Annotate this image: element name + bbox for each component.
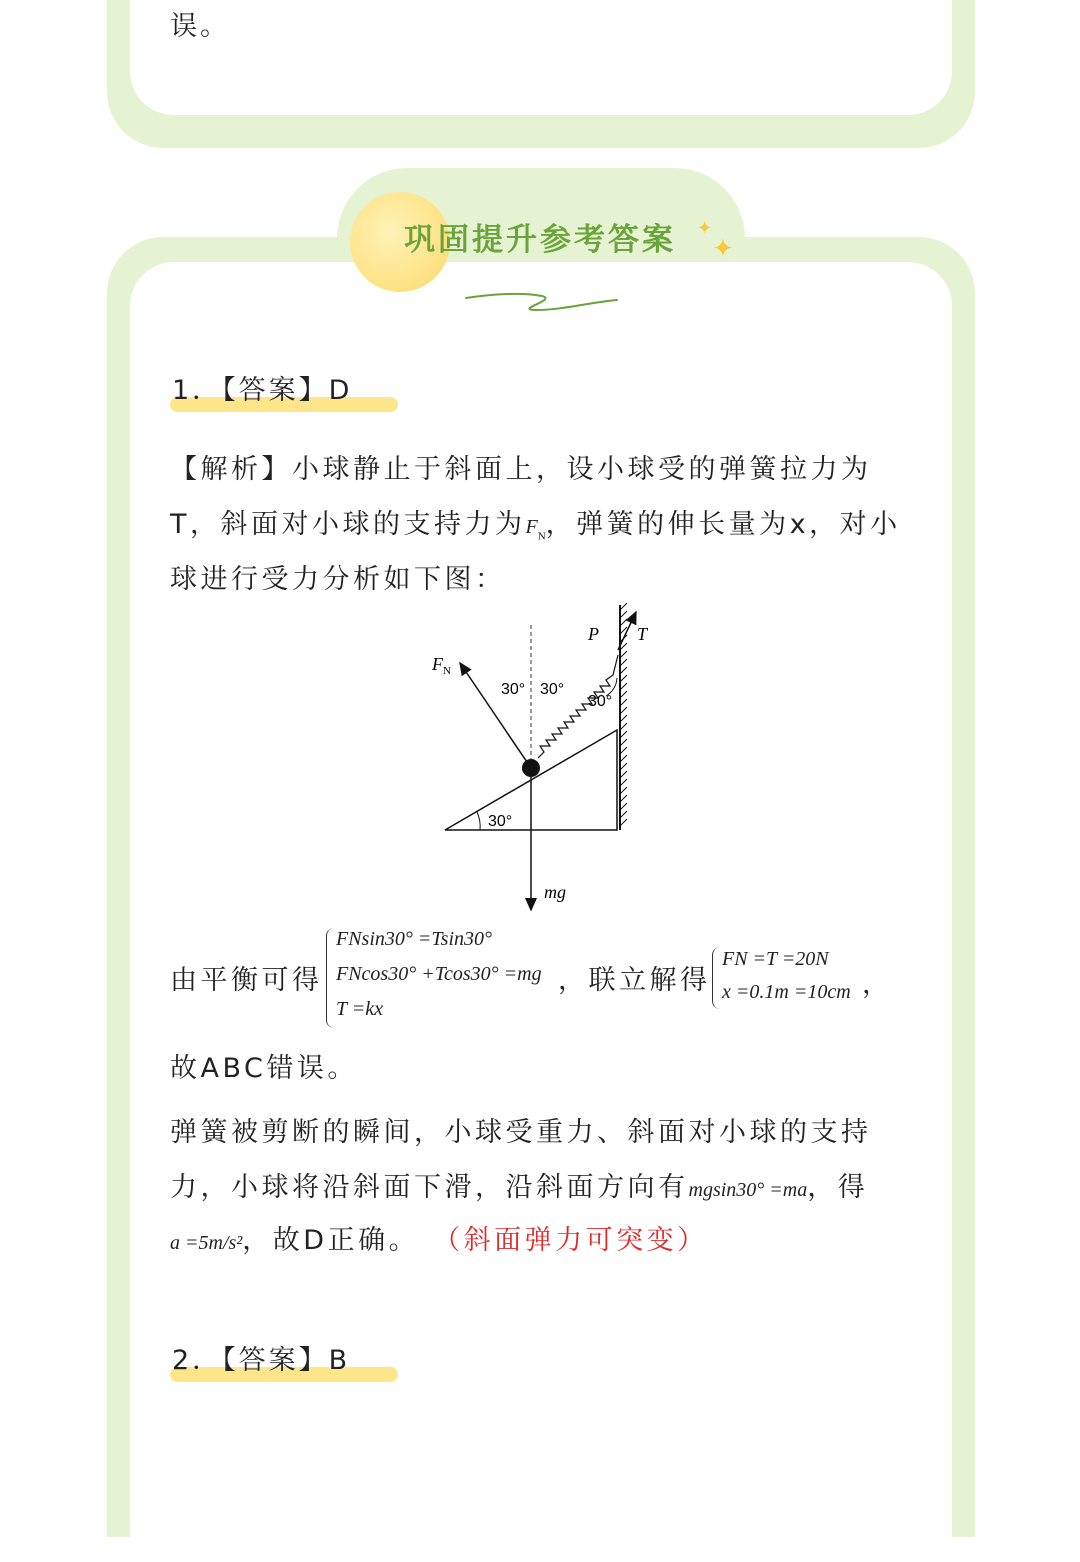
angle-label: 30° xyxy=(588,693,613,710)
solution-brace xyxy=(712,947,720,1009)
analysis-line: 力，小球将沿斜面下滑，沿斜面方向有mgsin30° =ma，得 xyxy=(170,1172,869,1203)
ball xyxy=(522,759,540,777)
analysis-line: a =5m/s²，故D正确。 （斜面弹力可突变） xyxy=(170,1225,708,1256)
q1-answer-label: 1．【答案】D xyxy=(172,375,353,406)
section-title: 巩固提升参考答案 xyxy=(404,222,676,258)
sparkle-small-icon: ✦ xyxy=(697,218,713,239)
analysis-line: 球进行受力分析如下图： xyxy=(170,564,506,595)
wall-hatch xyxy=(620,603,627,826)
previous-card-inner xyxy=(130,0,952,115)
equilibrium-suffix: ， xyxy=(862,969,893,1000)
fn-label: $F_N$ xyxy=(432,654,451,677)
equilibrium-prefix: 由平衡可得 xyxy=(170,965,323,996)
incline-angle-arc xyxy=(477,812,480,830)
normal-force-arrow xyxy=(460,663,531,768)
equation-line: FNsin30° =Tsin30° xyxy=(336,928,493,950)
squiggle-divider-icon xyxy=(462,288,622,318)
previous-card-text: 误。 xyxy=(170,11,230,42)
equation-brace xyxy=(326,928,335,1028)
angle-label: 30° xyxy=(488,813,513,830)
t-label: T xyxy=(637,624,648,644)
solution-line: x =0.1m =10cm xyxy=(722,981,851,1003)
force-diagram xyxy=(420,600,680,920)
solution-line: FN =T =20N xyxy=(722,948,829,970)
sparkle-large-icon: ✦ xyxy=(712,234,734,264)
equation-line: T =kx xyxy=(336,998,384,1020)
analysis-line: 【解析】小球静止于斜面上，设小球受的弹簧拉力为 xyxy=(170,454,872,485)
analysis-line: T，斜面对小球的支持力为$F_N$，弹簧的伸长量为x，对小 xyxy=(170,509,901,543)
angle-label: 30° xyxy=(501,681,526,698)
angle-label: 30° xyxy=(540,681,565,698)
conclusion-line: 故ABC错误。 xyxy=(170,1053,358,1084)
equilibrium-middle: ，联立解得 xyxy=(558,965,711,996)
q2-answer-label: 2．【答案】B xyxy=(172,1345,351,1376)
analysis-line: 弹簧被剪断的瞬间，小球受重力、斜面对小球的支持 xyxy=(170,1117,872,1148)
p-label: P xyxy=(588,624,599,644)
equation-line: FNcos30° +Tcos30° =mg xyxy=(336,963,542,985)
mg-label: mg xyxy=(544,882,566,902)
